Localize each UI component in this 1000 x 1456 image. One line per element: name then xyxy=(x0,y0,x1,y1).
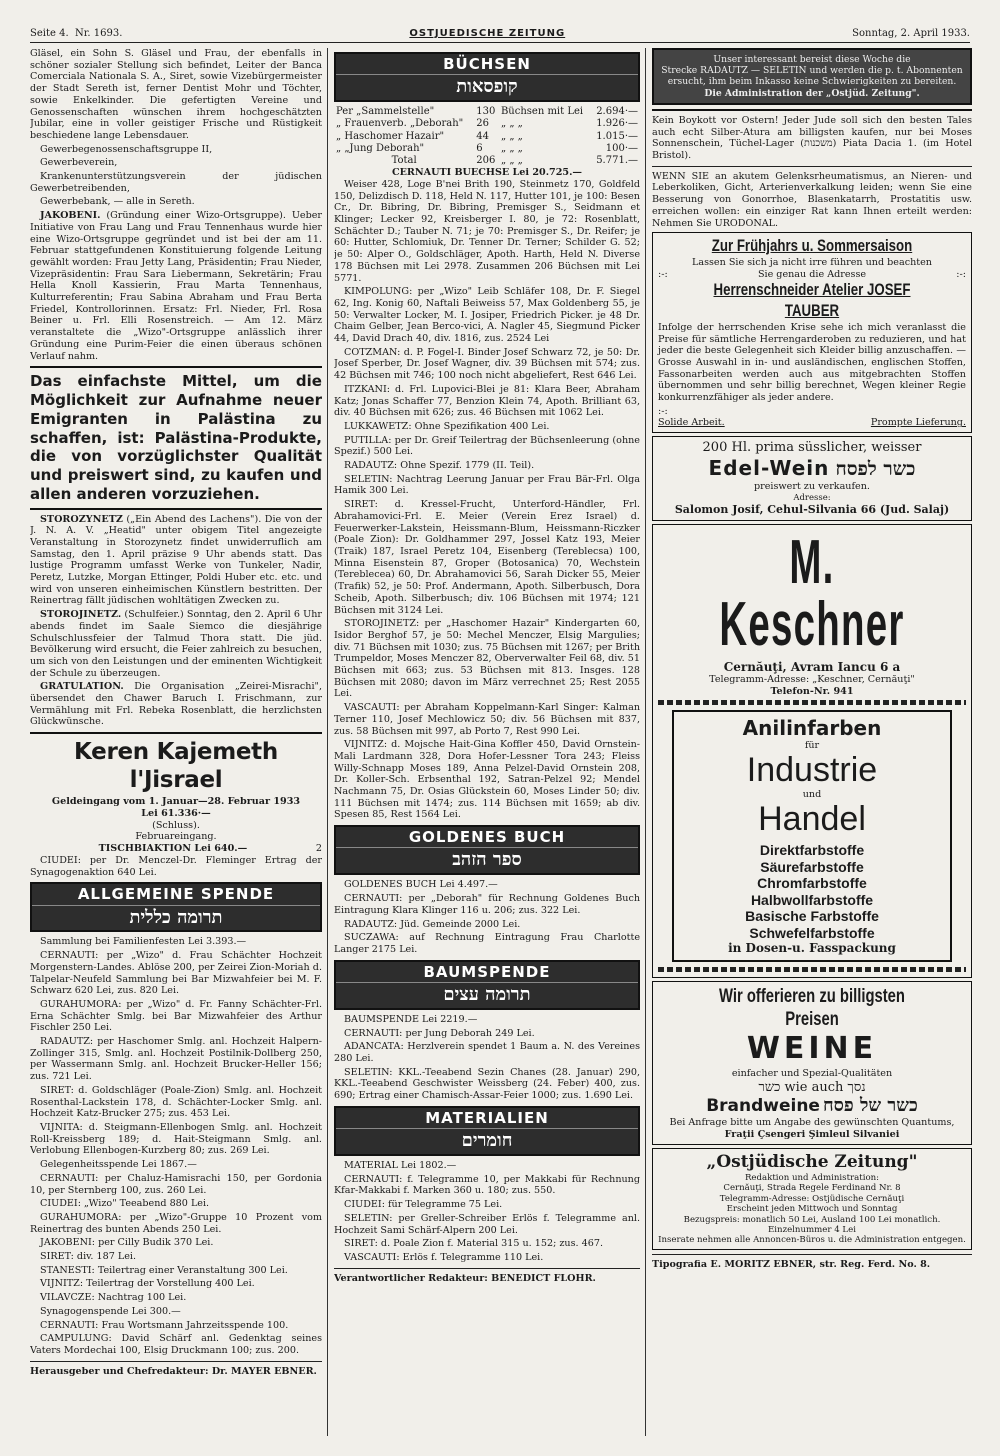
divider xyxy=(30,732,322,734)
ciudei-entry: CIUDEI: per Dr. Menczel-Dr. Fleminger Ertrag der Synagogenaktion 640 Lei. xyxy=(30,854,322,878)
divider xyxy=(30,1361,322,1362)
keren-kajemeth-heading: Keren Kajemeth l'Jisrael xyxy=(74,739,278,794)
list-item: SIRET: div. 187 Lei. xyxy=(40,1251,137,1263)
spende-list xyxy=(30,936,322,1356)
list-item: Gelegenheitsspende Lei 1867.— xyxy=(40,1159,197,1171)
list-item: VASCAUTI: per Abraham Koppelmann-Karl Singer: Kalman Terner 110, Josef Mechlowicz 50; div. 56 Büchsen mit 837, zus. 58 Büchsen mit 997, ab Porto 7, Rest 990 Lei. xyxy=(334,702,640,737)
list-item: VIJNITA: d. Steigmann-Ellenbogen Smlg. anl. Hochzeit Roll-Kreissberg 189; d. Hait-Steigmann Smlg. anl. Verlobung Ellenbogen-Kurzberg 80; zus. 269 Lei. xyxy=(30,1122,322,1157)
tauber-ad: Zur Frühjahrs u. Sommersaison Lassen Sie sich ja nicht irre führen und beachten :-: Sie genau die Adresse :-: Herrenschneider Atelier JOSEF TAUBER Infolge der herrschenden Krise sehe ich mich veranlasst die Preise für sämtliche Herrengarderoben zu reduzieren, und hat jeder die beste Gelegenheit sich Kleider billig anzuschaffen. — Grosse Auswahl in in- und ausländischen, englischen Stoffen, Fassonarbeiten werden auch aus mitgebrachten Stoffen übernommen und sehr billig berechnet, Wegen kleiner Regie konkurrenzfähiger als jeder andere. :-: Solide Arbeit. Prompte Lieferung. xyxy=(652,232,972,433)
divider xyxy=(30,366,322,368)
list-item: Gewerbebank, — alle in Sereth. xyxy=(40,196,195,208)
list-item: Schwefelfarbstoffe xyxy=(749,924,875,941)
tischbiaktion-line: TISCHBIAKTION Lei 640.— 2 xyxy=(98,843,322,855)
table-row: „ Frauenverb. „Deborah" 26 „ „ „ 1.926·— xyxy=(336,118,638,130)
list-item: CAMPULUNG: David Schärf anl. Gedenktag seines Vaters Mordechai 100, Elsig Druckmann 100; zus. 200. xyxy=(30,1333,322,1356)
list-item: VILAVCZE: Nachtrag 100 Lei. xyxy=(40,1292,187,1304)
list-item: STANESTI: Teilertrag einer Veranstaltung 300 Lei. xyxy=(40,1264,288,1276)
news-item-storojinetz: STOROJINETZ. (Schulfeier.) Sonntag, den 2. April 6 Uhr abends findet im Saale Siemco die diesjährige Schulschlussfeier der Talmud Thora statt. Die jüd. Bevölkerung wird ersucht, die Feier zahlreich zu besuchen, um sich von den Leistungen und der eminenten Wichtigkeit der Schule zu überzeugen. xyxy=(30,609,322,679)
list-item: VASCAUTI: Erlös f. Telegramme 110 Lei. xyxy=(344,1251,544,1263)
list-item: Telegramm-Adresse: Ostjüdische Cernăuţi xyxy=(719,1193,905,1204)
boykott-ad: Kein Boykott vor Ostern! Jeder Jude soll sich den besten Tales auch echt Silber-Atura am billigsten kaufen, nur bei Moses Sonnenschein, Tüchel-Lager (משכנות) Piata Dacia 1. (im Hotel Bristol). xyxy=(652,114,972,161)
list-item: Weiser 428, Loge B'nei Brith 190, Steinmetz 170, Goldfeld 150, Delizdisch D. 118, Held N. 117, Hutter 101, je 100: Besen Cr., Dr. Bibring, Dr. Bibring, Premisger S., Seidmann et Klinger; Lecker 92, Kreisberger I. 80, je 72: Rosenblatt, Schächter D.; Tauber N. 71; je 70: Premisger S., Dr. Reifer; je 60: Hutter, Schlomiuk, Dr. Tenner Dr. Terner; Schilder G. 52; je 50: Alper O., Goldschläger, Apoth. Harth, Held N. Diverse 178 Büchsen mit Lei 2978. Zusammen 206 Büchsen mit Lei 5771. xyxy=(334,178,640,284)
list-item: RADAUTZ: Jüd. Gemeinde 2000 Lei. xyxy=(344,918,521,930)
list-item: Säurefarbstoffe xyxy=(760,858,864,875)
decorative-border xyxy=(658,700,966,705)
list-item: ITZKANI: d. Frl. Lupovici-Blei je 81: Klara Beer, Abraham Katz; Jonas Schaffer 77, Benzion Klein 74, Apoth. Brilliant 63, div. 40 Büchsen mit 626; zus. 46 Büchsen mit 1062 Lei. xyxy=(334,383,640,419)
list-item: Inserate nehmen alle Annoncen-Büros u. die Administration entgegen. xyxy=(658,1235,966,1246)
table-total-row: Total 206 „ „ „ 5.771.— xyxy=(391,155,638,166)
materialien-banner: MATERIALIEN חומרים xyxy=(334,1106,640,1156)
list-item: MATERIAL Lei 1802.— xyxy=(344,1160,457,1172)
list-item: SIRET: d. Kressel-Frucht, Unterford-Händler, Frl. Abrahamovici-Frl. E. Meier (Verein Erez Israel) d. Feuerwerker-Lakstein, Heissmann-Blum, Heissmann-Riczker (Poale Zion): Dr. Goldhammer 297, Jossel Katz 193, Meier (Traik) 187, Israel Peretz 104, Eisenberg (Tereblecsa) 100, Minna Eisenstein 87, Groper (Botosanica) 70, Wechstein (Tereblecea) 60, Dr. Abrahamovici 56, Sarah Dicker 55, Meier (Trafik) 52, je 50: Prof. Andermann, Apoth. Silberbusch, Dora Scheib, Apoth. Silberbusch; div. 106 Büchsen mit 1974; 121 Büchsen mit 3124 Lei. xyxy=(334,499,640,616)
list-item: SELETIN: KKL.-Teeabend Sezin Chanes (28. Januar) 290, KKL.-Teeabend Geschwister Weissberg (24. Feber) 400, zus. 690; Ertrag einer Chamisch-Assar-Feier 1000; zus. 1.690 Lei. xyxy=(334,1066,640,1102)
list-item: STOROJINETZ: per „Haschomer Hazair" Kindergarten 60, Isidor Berghof 57, je 50: Mechel Menczer, Elsig Margulies; div. 71 Büchsen mit 1030; zus. 75 Büchsen mit 1267; per Brith Trumpeldor, Moses Menczer 82, Oberverwalter Feil 68, div. 51 Büchsen mit 663; zus. 53 Büchsen mit 813. Insges. 128 Büchsen mit 2080; davon im März verrechnet 25; Rest 2055 Lei. xyxy=(334,618,640,700)
list-item: CERNAUTI: Frau Wortsmann Jahrzeitsspende 100. xyxy=(40,1319,289,1331)
list-item: BAUMSPENDE Lei 2219.— xyxy=(344,1013,478,1025)
list-item: CERNAUTI: per „Deborah" für Rechnung Goldenes Buch Eintragung Klara Klinger 116 u. 206; zus. 322 Lei. xyxy=(334,893,640,916)
list-item: Direktfarbstoffe xyxy=(759,842,865,859)
column-divider xyxy=(645,48,646,1436)
newspaper-title: OSTJUEDISCHE ZEITUNG xyxy=(409,28,566,39)
list-item: Chromfarbstoffe xyxy=(757,875,867,892)
list-item: COTZMAN: d. P. Fogel-I. Binder Josef Schwarz 72, je 50: Dr. Josef Sperber, Dr. Josef Wagner, div. 39 Büchsen mit 574; zus. 42 Büchsen mit 746; 100 noch nicht abgeliefert, Rest 646 Lei. xyxy=(334,346,640,382)
list-item: GOLDENES BUCH Lei 4.497.— xyxy=(344,879,498,891)
list-item: CERNAUTI: per Jung Deborah 249 Lei. xyxy=(344,1027,535,1039)
list-item: CERNAUTI: f. Telegramme 10, per Makkabi für Rechnung Kfar-Makkabi f. Marken 360 u. 180; zus. 550. xyxy=(334,1173,640,1197)
list-item: Krankenunterstützungsverein der jüdischen Gewerbetreibenden, xyxy=(30,171,322,194)
schluss-note: (Schluss). xyxy=(152,819,200,831)
list-item: SUCZAWA: auf Rechnung Eintragung Frau Charlotte Langer 2175 Lei. xyxy=(334,932,640,955)
list-item: SIRET: d. Poale Zion f. Material 315 u. 152; zus. 467. xyxy=(344,1238,603,1250)
table-row: „ Haschomer Hazair" 44 „ „ „ 1.015·— xyxy=(336,130,638,142)
list-item: Halbwollfarbstoffe xyxy=(750,891,874,908)
list-item: VIJNITZ: d. Mojsche Hait-Gina Koffler 450, David Ornstein-Mali Lardmann 328, Dora Hofer-Lessner Tora 243; Fleiss Willy-Schnapp Moses 189, Anna Pelzel-David Ornstein 208, Dr. Koller-Sch. Erbsenthal 192, Satran-Pelzel 92; Mendel Nachmann 75, Dr. Osias Glückstein 60, Moses Linder 50; div. 111 Büchsen mit 1474; zus. 114 Büchsen mit 1659; ab div. Spesen 85, Rest 1564 Lei. xyxy=(334,739,640,821)
issue-date: Sonntag, 2. April 1933. xyxy=(852,28,970,39)
divider xyxy=(334,1268,640,1269)
list-item: VIJNITZ: Teilertrag der Vorstellung 400 Lei. xyxy=(40,1278,255,1290)
list-item: ADANCATA: Herzlverein spendet 1 Baum a. N. des Vereines 280 Lei. xyxy=(334,1041,640,1064)
table-row: „ „Jung Deborah" 6 „ „ „ 100·— xyxy=(336,142,638,154)
list-item: GURAHUMORA: per „Wizo" d. Fr. Fanny Schächter-Frl. Erna Schächter Smlg. bei Bar Mizwahfeier des Arthur Fischler 250 Lei. xyxy=(30,998,322,1034)
list-item: SIRET: d. Goldschläger (Poale-Zion) Smlg. anl. Hochzeit Rosenthal-Lackstein 178, d. Schächter-Locker Smlg. anl. Hochzeit Katz-Brucker 275; zus. 453 Lei. xyxy=(30,1084,322,1120)
divider xyxy=(652,1254,972,1255)
february-intake: Februareingang. xyxy=(135,831,217,843)
news-item-storozynetz: STOROZYNETZ („Ein Abend des Lachens"). Die von der J. N. A. V. „Heatid" unter obigem Titel angezeigte Veranstaltung in Storozynetz findet unwiderruflich am Samstag, den 1. April präzise 9 Uhr abends statt. Das lustige Programm umfasst Werke von Tunkeler, Nadir, Peretz, Lutzke, Morgan Ettinger, Poldi Huber etc. etc. und wird von unseren einheimischen Künstlern bestritten. Der Reinertrag fällt jüdischen wohltätigen Zwecken zu. xyxy=(30,513,322,607)
buechsen-banner: BÜCHSEN קופסאות xyxy=(334,52,640,102)
allgemeine-spende-banner: ALLGEMEINE SPENDE תרומה כללית xyxy=(30,882,322,932)
list-item: SELETIN: per Greller-Schreiber Erlös f. Telegramme anl. Hochzeit Sami Schärf-Alpern 200 Lei. xyxy=(334,1212,640,1236)
list-item: CIUDEI: für Telegramme 75 Lei. xyxy=(344,1199,503,1211)
divider xyxy=(652,166,972,167)
list-item: Bezugspreis: monatlich 50 Lei, Ausland 100 Lei monatlich. Einzelnummer 4 Lei xyxy=(683,1214,941,1235)
list-item: SELETIN: Nachtrag Leerung Januar per Frau Bär-Frl. Olga Hamik 300 Lei. xyxy=(334,473,640,497)
list-item: GURAHUMORA: per „Wizo"-Gruppe 10 Prozent vom Reinertrag des bunten Abends 250 Lei. xyxy=(30,1211,322,1235)
buechsen-entries xyxy=(334,179,640,821)
list-item: KIMPOLUNG: per „Wizo" Leib Schläfer 108, Dr. F. Siegel 62, Ing. Konig 60, Naftali Beiweiss 57, Max Goldenberg 55, je 50: Verwalter Locker, M. I. Josiper, Friedrich Picker. je 48 Dr. Chaim Gelber, Jean Berco-vici, A. Nagler 45, Siegmund Picker 44, David Drach 40, div. 1816, zus. 2524 Lei xyxy=(334,286,640,345)
list-item: JAKOBENI: per Cilly Budik 370 Lei. xyxy=(40,1237,214,1249)
editor-line: Verantwortlicher Redakteur: BENEDICT FLOHR. xyxy=(334,1272,596,1284)
ostjuedische-zeitung-info: „Ostjüdische Zeitung" Redaktion und Administration: Cernăuţi, Strada Regele Ferdinand Nr. 8 Telegramm-Adresse: Ostjüdische Cernăuţi Erscheint jeden Mittwoch und Sonntag Bezugspreis: monatlich 50 Lei, Ausland 100 Lei monatlich. Einzelnummer 4 Lei Inserate nehmen alle Annoncen-Büros u. die Administration entgegen. xyxy=(652,1148,972,1250)
weine-ad: Wir offerieren zu billigsten Preisen WEINE einfacher und Spezial-Qualitäten כשר wie auch נסך Brandweine כשר של פסח Bei Anfrage bitte um Angabe des gewünschten Quantums, Fraţii Çsengeri Şimleul Silvaniei xyxy=(652,981,972,1145)
baumspende-banner: BAUMSPENDE תרומה עצים xyxy=(334,960,640,1010)
decorative-border xyxy=(658,967,966,972)
baumspende-list xyxy=(334,1014,640,1102)
list-item: Cernăuţi, Strada Regele Ferdinand Nr. 8 xyxy=(723,1183,901,1194)
edel-wein-ad: 200 Hl. prima süsslicher, weisser Edel-Wein כשר לפסח preiswert zu verkaufen. Adresse: Salomon Josif, Cehul-Silvania 66 (Jud. Salaj) xyxy=(652,436,972,521)
list-item: Gewerbeverein, xyxy=(40,157,118,169)
list-item: Gewerbegenossenschaftsgruppe II, xyxy=(40,143,213,155)
association-list xyxy=(30,144,322,209)
list-item: CERNAUTI: per Chaluz-Hamisrachi 150, per Gordonia 10, per Sternberg 100, zus. 260 Lei. xyxy=(30,1172,322,1196)
palestine-products-appeal: Das einfachste Mittel, um die Möglichkeit zur Aufnahme neuer Emigranten in Palästina zu schaffen, ist: Palästina-Produkte, die von vorzüglichster Qualität und preiswert sind, zu kaufen und allen anderen vorzuziehen. xyxy=(30,372,322,503)
list-item: CERNAUTI: per „Wizo" d. Frau Schächter Hochzeit Morgenstern-Landes. Ablöse 200, per Zeirei Zion-Moriah d. Talpelar-Neufeld Sammlung bei Bar Mizwahfeier bei M. F. Schwarz 620 Lei, zus. 820 Lei. xyxy=(30,950,322,997)
urodonal-ad: WENN SIE an akutem Gelenksrheumatismus, an Nieren- und Leberkoliken, Gicht, Arterienverkalkung leiden; wenn Sie eine Besserung von Gonorrhoe, Blasenkatarrh, Prostatitis usw. erreichen wollen: ein einziger Rat kann Ihnen erteilt werden: Nehmen Sie URODONAL. xyxy=(652,170,972,229)
material-list xyxy=(334,1160,640,1264)
article-text: Gläsel, ein Sohn S. Gläsel und Frau, der ebenfalls in schöner sozialer Stellung sich befindet, Leiter der Banca Comerciala Nationala S. A., Siret, sowie Vizebürgermeister der Stadt Sereth ist, ferner Dentist Mohr und Töchter, sowie Enkelkinder. Die gefertigten Vereine und Genossenschaften wünschen ihrem hochgeschätzten Jubilar, eine in voller geistiger Frische und Rüstigkeit beschiedene lange Lebensdauer. xyxy=(30,48,322,141)
page-header xyxy=(30,28,970,43)
printer-line: Tipografia E. MORITZ EBNER, str. Reg. Ferd. No. 8. xyxy=(652,1258,931,1270)
publisher-line: Herausgeber und Chefredakteur: Dr. MAYER EBNER. xyxy=(30,1365,317,1377)
list-item: Redaktion und Administration: xyxy=(744,1172,880,1183)
keren-subheading: Geldeingang vom 1. Januar—28. Februar 1933 xyxy=(51,796,301,808)
table-row: Per „Sammelstelle" 130 Büchsen mit Lei 2.694·— xyxy=(336,106,638,118)
list-item: Synagogenspende Lei 300.— xyxy=(40,1305,181,1317)
list-item: Basische Farbstoffe xyxy=(745,908,879,925)
administration-notice: Unser interessant bereist diese Woche die Strecke RADAUTZ — SELETIN und werden die p. t. Abonnenten ersucht, ihm beim Inkasso keine Schwierigkeiten zu bereiten. Die Administration der „Ostjüd. Zeitung". xyxy=(652,48,972,105)
column-middle xyxy=(334,48,640,1442)
column-right xyxy=(652,48,972,1442)
cernauti-buechse-total: CERNAUTI BUECHSE Lei 20.725.— xyxy=(391,167,583,179)
list-item: CIUDEI: „Wizo" Teeabend 880 Lei. xyxy=(40,1198,210,1210)
list-item: Erscheint jeden Mittwoch und Sonntag xyxy=(726,1204,898,1215)
goldenes-buch-list xyxy=(334,879,640,955)
list-item: PUTILLA: per Dr. Greif Teilertrag der Büchsenleerung (ohne Spezif.) 500 Lei. xyxy=(334,434,640,458)
column-divider xyxy=(327,48,328,1436)
page-number-info: Seite 4. Nr. 1693. xyxy=(30,28,123,39)
news-item-gratulation: GRATULATION. Die Organisation „Zeirei-Misrachi", übersendet den Chawer Baruch I. Frischmann, zur Vermählung mit Frl. Rebeka Rosenblatt, die herzlichsten Glückwünsche. xyxy=(30,681,322,728)
keschner-ad: M. Keschner Cernăuţi, Avram Iancu 6 a Telegramm-Adresse: „Keschner, Cernăuţi" Telefon-Nr. 941 Anilinfarben für Industrie und Handel Direktfarbstoffe Säurefarbstoffe Chromfarbstoffe Halbwollfarbstoffe Basische Farbstoffe Schwefelfarbstoffe in Dosen-u. Fasspackung xyxy=(652,524,972,978)
column-left xyxy=(30,48,322,1442)
divider xyxy=(30,508,322,510)
goldenes-buch-banner: GOLDENES BUCH ספר הזהב xyxy=(334,825,640,875)
divider xyxy=(652,109,972,111)
list-item: RADAUTZ: Ohne Spezif. 1779 (II. Teil). xyxy=(344,460,535,472)
keren-total: Lei 61.336·— xyxy=(141,807,211,819)
list-item: RADAUTZ: per Haschomer Smlg. anl. Hochzeit Halpern-Zollinger 315, Smlg. anl. Hochzeit Postilnik-Dollberg 250, per Wassermann Smlg. anl. Hochzeit Brucker-Heller 156; zus. 721 Lei. xyxy=(30,1036,322,1083)
buechsen-table xyxy=(334,106,640,167)
news-item-jakobeni: JAKOBENI. (Gründung einer Wizo-Ortsgruppe). Ueber Initiative von Frau Lang und Frau Tennenhaus wurde hier eine Wizo-Ortsgruppe gegründet und ist bei der am 11. Februar stattgefundenen Konstituierung folgende Leitung gewählt worden: Frau Jetty Lang, Präsidentin; Frau Nieder, Vizepräsidentin: Frau Sara Liebermann, Sekretärin; Frau Hella Knoll Kassierin, Frau Marta Tennenhaus, Kulturreferentin; Frau Sabina Abraham und Frau Berta Friedel, Kontrollorinnen. Ersatz: Frl. Nieder, Frl. Rosa Beiner u. Frl. Elli Rosenstreich. — Am 12. März veranstaltete die „Wizo"-Ortsgruppe anlässlich ihrer Gründung eine Purim-Feier die einen überaus schönen Verlauf nahm. xyxy=(30,210,322,362)
list-item: Sammlung bei Familienfesten Lei 3.393.— xyxy=(40,936,247,948)
list-item: LUKKAWETZ: Ohne Spezifikation 400 Lei. xyxy=(344,420,550,432)
